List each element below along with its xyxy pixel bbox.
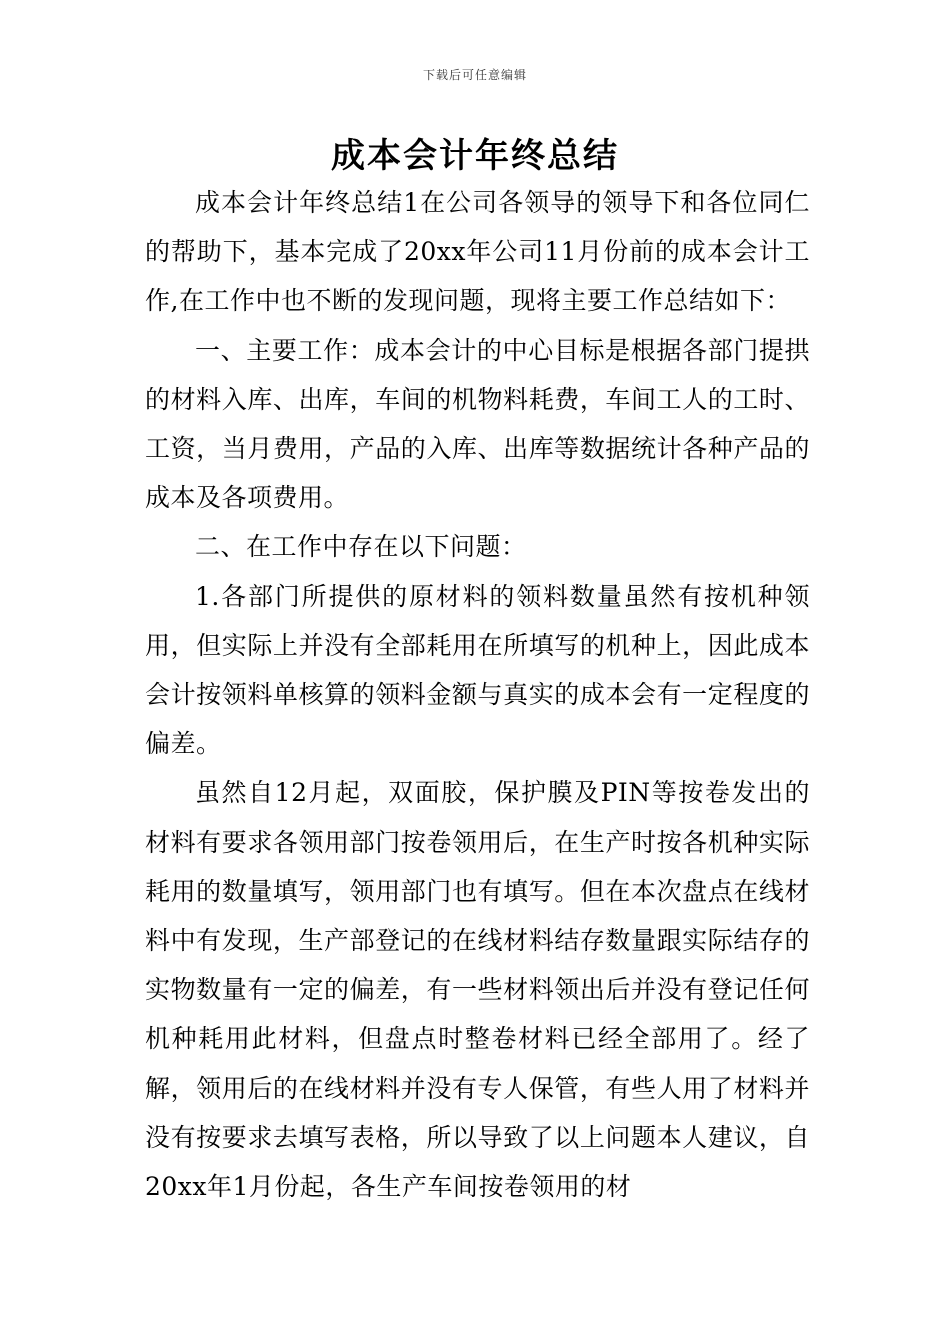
header-note: 下载后可任意编辑 — [422, 68, 527, 82]
paragraph-problem-detail: 虽然自12月起，双面胶，保护膜及PIN等按卷发出的材料有要求各领用部门按卷领用后，在生产时按各机种实际耗用的数量填写，领用部门也有填写。但在本次盘点在线材料中有发现，生产部登记的在线材料结存数量跟实际结存的实物数量有一定的偏差，有一些材料领出后并没有登记任何机种耗用此材料，但盘点时整卷材料已经全部用了。经了解，领用后的在线材料并没有专人保管，有些人用了材料并没有按要求去填写表格，所以导致了以上问题本人建议，自20xx年1月份起，各生产车间按卷领用的材 — [145, 778, 810, 1202]
paragraph-intro: 成本会计年终总结1在公司各领导的领导下和各位同仁的帮助下，基本完成了20xx年公司11月份前的成本会计工作,在工作中也不断的发现问题，现将主要工作总结如下： — [145, 188, 810, 316]
paragraph-problems-heading: 二、在工作中存在以下问题： — [195, 532, 527, 562]
document-title: 成本会计年终总结 — [331, 136, 619, 176]
paragraph-main-work: 一、主要工作：成本会计的中心目标是根据各部门提拱的材料入库、出库，车间的机物料耗费，车间工人的工时、工资，当月费用，产品的入库、出库等数据统计各种产品的成本及各项费用。 — [145, 335, 810, 513]
document-body — [145, 178, 810, 1211]
paragraph-problem-1: 1.各部门所提供的原材料的领料数量虽然有按机种领用，但实际上并没有全部耗用在所填写的机种上，因此成本会计按领料单核算的领料金额与真实的成本会有一定程度的偏差。 — [145, 581, 810, 759]
